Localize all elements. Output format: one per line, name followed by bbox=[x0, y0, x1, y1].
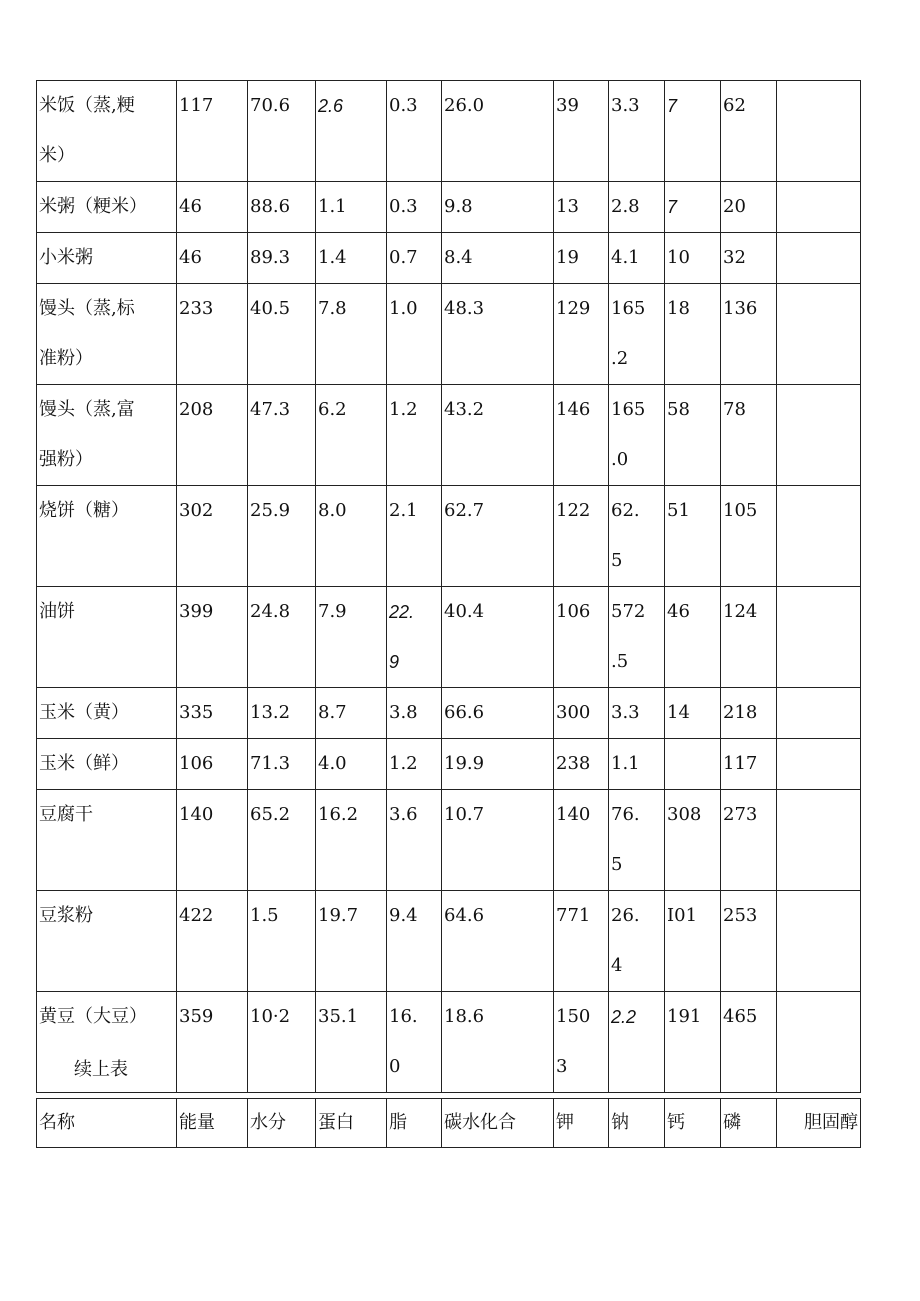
food-name-text: 油饼 bbox=[39, 601, 75, 622]
value-text: 1.0 bbox=[389, 298, 418, 319]
value-text: .0 bbox=[611, 449, 629, 470]
value-text: 19.7 bbox=[318, 905, 359, 926]
value-text: 140 bbox=[556, 804, 591, 825]
value-cell bbox=[721, 891, 777, 992]
value-cell bbox=[177, 81, 248, 182]
value-text: 0.3 bbox=[389, 196, 418, 217]
value-cell bbox=[609, 486, 665, 587]
food-name-text: 烧饼（糖） bbox=[39, 500, 129, 521]
value-cell bbox=[177, 182, 248, 233]
value-text: 19 bbox=[556, 247, 579, 268]
value-cell bbox=[442, 486, 554, 587]
value-cell bbox=[554, 790, 609, 891]
value-text: 2.8 bbox=[611, 196, 640, 217]
value-text: 302 bbox=[179, 500, 214, 521]
value-text: .2 bbox=[611, 348, 629, 369]
value-cell bbox=[177, 587, 248, 688]
table-row bbox=[37, 486, 861, 587]
value-text: 8.7 bbox=[318, 702, 347, 723]
value-text: 233 bbox=[179, 298, 214, 319]
value-text: 7.8 bbox=[318, 298, 347, 319]
value-cell bbox=[442, 739, 554, 790]
value-text: 124 bbox=[723, 601, 758, 622]
value-cell bbox=[248, 486, 316, 587]
value-text: 117 bbox=[179, 95, 214, 116]
table-row bbox=[37, 385, 861, 486]
value-text: 1.5 bbox=[250, 905, 279, 926]
header-cell: 磷 bbox=[721, 1099, 777, 1148]
value-cell bbox=[387, 739, 442, 790]
food-name-cell bbox=[37, 790, 177, 891]
value-cell bbox=[609, 688, 665, 739]
food-name-text: 强粉） bbox=[39, 449, 93, 470]
value-cell bbox=[554, 81, 609, 182]
value-text: 335 bbox=[179, 702, 214, 723]
value-text: 1.2 bbox=[389, 399, 418, 420]
value-cell bbox=[248, 790, 316, 891]
value-text: 70.6 bbox=[250, 95, 291, 116]
value-text: 1.1 bbox=[611, 753, 640, 774]
value-cell bbox=[387, 891, 442, 992]
value-cell bbox=[554, 385, 609, 486]
value-text: 0.7 bbox=[389, 247, 418, 268]
value-cell bbox=[442, 81, 554, 182]
value-text: 2.6 bbox=[318, 96, 344, 116]
value-cell bbox=[721, 587, 777, 688]
value-text: 48.3 bbox=[444, 298, 485, 319]
value-cell bbox=[442, 284, 554, 385]
value-text: 5 bbox=[611, 550, 623, 571]
value-cell bbox=[554, 233, 609, 284]
value-text: 16. bbox=[389, 1006, 418, 1027]
food-name-text: 米饭（蒸,粳 bbox=[39, 95, 135, 116]
value-cell bbox=[248, 233, 316, 284]
value-text: 3 bbox=[556, 1056, 568, 1077]
value-cell bbox=[442, 233, 554, 284]
value-text: 4 bbox=[611, 955, 623, 976]
value-text: 46 bbox=[179, 196, 202, 217]
value-cell bbox=[177, 891, 248, 992]
header-cell: 名称 bbox=[37, 1099, 177, 1148]
value-cell bbox=[316, 992, 387, 1093]
value-text: 122 bbox=[556, 500, 591, 521]
value-cell bbox=[609, 891, 665, 992]
value-text: 2.2 bbox=[611, 1007, 637, 1027]
value-text: 46 bbox=[667, 601, 690, 622]
value-text: I01 bbox=[667, 905, 698, 926]
value-text: 62 bbox=[723, 95, 746, 116]
value-cell bbox=[609, 992, 665, 1093]
header-cell: 脂 bbox=[387, 1099, 442, 1148]
value-text: 58 bbox=[667, 399, 690, 420]
value-cell bbox=[316, 486, 387, 587]
value-cell bbox=[609, 385, 665, 486]
value-cell bbox=[248, 587, 316, 688]
value-cell bbox=[721, 284, 777, 385]
value-cell bbox=[609, 182, 665, 233]
value-cell bbox=[316, 284, 387, 385]
value-cell bbox=[248, 739, 316, 790]
value-cell bbox=[387, 992, 442, 1093]
value-text: 208 bbox=[179, 399, 214, 420]
header-cell: 水分 bbox=[248, 1099, 316, 1148]
value-cell bbox=[777, 891, 861, 992]
value-cell bbox=[316, 81, 387, 182]
value-cell bbox=[609, 233, 665, 284]
value-text: 191 bbox=[667, 1006, 702, 1027]
value-cell bbox=[316, 891, 387, 992]
value-text: 3.6 bbox=[389, 804, 418, 825]
value-text: 572 bbox=[611, 601, 646, 622]
value-text: 7 bbox=[667, 96, 678, 116]
value-cell bbox=[665, 486, 721, 587]
value-cell bbox=[721, 739, 777, 790]
header-cell: 碳水化合 bbox=[442, 1099, 554, 1148]
header-cell: 钾 bbox=[554, 1099, 609, 1148]
value-cell bbox=[387, 790, 442, 891]
value-text: 6.2 bbox=[318, 399, 347, 420]
value-text: 10 bbox=[667, 247, 690, 268]
value-cell bbox=[777, 81, 861, 182]
value-text: 24.8 bbox=[250, 601, 291, 622]
table-row bbox=[37, 739, 861, 790]
value-cell bbox=[387, 81, 442, 182]
value-text: 47.3 bbox=[250, 399, 291, 420]
value-cell bbox=[248, 81, 316, 182]
value-text: 16.2 bbox=[318, 804, 359, 825]
value-text: 78 bbox=[723, 399, 746, 420]
value-text: 66.6 bbox=[444, 702, 485, 723]
value-cell bbox=[665, 739, 721, 790]
header-cell: 蛋白 bbox=[316, 1099, 387, 1148]
value-text: 40.4 bbox=[444, 601, 485, 622]
table-row bbox=[37, 284, 861, 385]
value-cell bbox=[554, 486, 609, 587]
value-text: 13.2 bbox=[250, 702, 291, 723]
value-cell bbox=[177, 486, 248, 587]
header-row bbox=[37, 1099, 861, 1148]
value-cell bbox=[777, 688, 861, 739]
value-text: 3.3 bbox=[611, 702, 640, 723]
food-name-cell bbox=[37, 486, 177, 587]
header-table bbox=[36, 1098, 861, 1148]
value-cell bbox=[777, 233, 861, 284]
value-cell bbox=[316, 739, 387, 790]
value-text: 8.4 bbox=[444, 247, 473, 268]
nutrition-table bbox=[36, 80, 861, 1093]
value-cell bbox=[177, 992, 248, 1093]
value-text: 20 bbox=[723, 196, 746, 217]
value-text: 7 bbox=[667, 197, 678, 217]
value-cell bbox=[177, 790, 248, 891]
value-cell bbox=[665, 81, 721, 182]
value-text: 88.6 bbox=[250, 196, 291, 217]
value-text: 18 bbox=[667, 298, 690, 319]
value-cell bbox=[665, 790, 721, 891]
value-text: 0 bbox=[389, 1056, 401, 1077]
value-text: 39 bbox=[556, 95, 579, 116]
value-text: 106 bbox=[556, 601, 591, 622]
value-cell bbox=[177, 385, 248, 486]
table-row bbox=[37, 790, 861, 891]
value-cell bbox=[721, 182, 777, 233]
value-text: 18.6 bbox=[444, 1006, 485, 1027]
value-cell bbox=[609, 587, 665, 688]
value-cell bbox=[387, 486, 442, 587]
value-cell bbox=[609, 790, 665, 891]
value-cell bbox=[248, 182, 316, 233]
value-text: 26.0 bbox=[444, 95, 485, 116]
value-cell bbox=[665, 891, 721, 992]
value-cell bbox=[177, 688, 248, 739]
value-text: 71.3 bbox=[250, 753, 291, 774]
value-cell bbox=[177, 739, 248, 790]
value-text: 1.1 bbox=[318, 196, 347, 217]
header-cell: 钙 bbox=[665, 1099, 721, 1148]
header-cell: 钠 bbox=[609, 1099, 665, 1148]
value-text: 35.1 bbox=[318, 1006, 359, 1027]
value-text: 14 bbox=[667, 702, 690, 723]
value-cell bbox=[442, 992, 554, 1093]
table-row bbox=[37, 233, 861, 284]
value-cell bbox=[442, 688, 554, 739]
value-text: 19.9 bbox=[444, 753, 485, 774]
value-cell bbox=[777, 587, 861, 688]
value-text: 22. bbox=[389, 602, 415, 622]
value-cell bbox=[777, 284, 861, 385]
value-cell bbox=[721, 992, 777, 1093]
value-text: 129 bbox=[556, 298, 591, 319]
value-text: 359 bbox=[179, 1006, 214, 1027]
value-text: 7.9 bbox=[318, 601, 347, 622]
value-cell bbox=[387, 284, 442, 385]
value-cell bbox=[609, 81, 665, 182]
value-cell bbox=[248, 992, 316, 1093]
table-row bbox=[37, 688, 861, 739]
value-cell bbox=[665, 992, 721, 1093]
value-cell bbox=[248, 688, 316, 739]
value-cell bbox=[442, 587, 554, 688]
value-text: 62.7 bbox=[444, 500, 485, 521]
header-cell: 胆固醇 bbox=[777, 1099, 861, 1148]
food-name-text: 黄豆（大豆） bbox=[39, 1006, 147, 1027]
value-cell bbox=[777, 486, 861, 587]
value-text: 165 bbox=[611, 298, 646, 319]
value-text: 218 bbox=[723, 702, 758, 723]
value-cell bbox=[721, 81, 777, 182]
value-cell bbox=[665, 385, 721, 486]
value-text: .5 bbox=[611, 651, 629, 672]
value-text: 4.0 bbox=[318, 753, 347, 774]
value-cell bbox=[554, 739, 609, 790]
value-text: 5 bbox=[611, 854, 623, 875]
value-text: 43.2 bbox=[444, 399, 485, 420]
value-cell bbox=[387, 385, 442, 486]
value-cell bbox=[554, 182, 609, 233]
food-name-text: 准粉） bbox=[39, 348, 93, 369]
value-text: 1.4 bbox=[318, 247, 347, 268]
food-name-cell bbox=[37, 587, 177, 688]
food-name-text: 米粥（粳米） bbox=[39, 196, 147, 217]
value-text: 40.5 bbox=[250, 298, 291, 319]
value-cell bbox=[316, 385, 387, 486]
value-cell bbox=[721, 790, 777, 891]
food-name-cell bbox=[37, 284, 177, 385]
value-cell bbox=[387, 182, 442, 233]
value-text: 399 bbox=[179, 601, 214, 622]
value-text: 25.9 bbox=[250, 500, 291, 521]
value-cell bbox=[316, 233, 387, 284]
food-name-cell bbox=[37, 81, 177, 182]
value-text: 422 bbox=[179, 905, 214, 926]
value-cell bbox=[777, 385, 861, 486]
value-cell bbox=[316, 587, 387, 688]
value-text: 165 bbox=[611, 399, 646, 420]
value-cell bbox=[665, 233, 721, 284]
value-text: 105 bbox=[723, 500, 758, 521]
value-text: 3.3 bbox=[611, 95, 640, 116]
food-name-cell bbox=[37, 739, 177, 790]
food-name-text: 玉米（黄） bbox=[39, 702, 129, 723]
value-text: 9 bbox=[389, 652, 400, 672]
value-cell bbox=[554, 891, 609, 992]
value-text: 1.2 bbox=[389, 753, 418, 774]
value-cell bbox=[442, 790, 554, 891]
value-text: 13 bbox=[556, 196, 579, 217]
food-name-cell bbox=[37, 688, 177, 739]
table-row bbox=[37, 891, 861, 992]
value-text: 62. bbox=[611, 500, 640, 521]
food-name-text: 豆浆粉 bbox=[39, 905, 93, 926]
value-cell bbox=[554, 992, 609, 1093]
table-row bbox=[37, 587, 861, 688]
food-name-cell bbox=[37, 385, 177, 486]
value-cell bbox=[316, 790, 387, 891]
value-text: 771 bbox=[556, 905, 591, 926]
value-text: 0.3 bbox=[389, 95, 418, 116]
food-name-cell bbox=[37, 891, 177, 992]
food-name-text: 豆腐干 bbox=[39, 804, 93, 825]
value-cell bbox=[554, 284, 609, 385]
value-text: 253 bbox=[723, 905, 758, 926]
value-cell bbox=[721, 486, 777, 587]
value-text: 46 bbox=[179, 247, 202, 268]
value-text: 2.1 bbox=[389, 500, 418, 521]
value-text: 238 bbox=[556, 753, 591, 774]
food-name-text: 小米粥 bbox=[39, 247, 93, 268]
value-cell bbox=[777, 182, 861, 233]
food-name-cell bbox=[37, 233, 177, 284]
food-name-text: 馒头（蒸,富 bbox=[39, 399, 135, 420]
value-text: 273 bbox=[723, 804, 758, 825]
header-cell: 能量 bbox=[177, 1099, 248, 1148]
value-cell bbox=[248, 284, 316, 385]
table-row bbox=[37, 81, 861, 182]
value-cell bbox=[777, 739, 861, 790]
value-cell bbox=[387, 233, 442, 284]
value-text: 10.7 bbox=[444, 804, 485, 825]
value-cell bbox=[665, 587, 721, 688]
food-name-cell bbox=[37, 182, 177, 233]
value-cell bbox=[665, 182, 721, 233]
value-text: 3.8 bbox=[389, 702, 418, 723]
value-cell bbox=[609, 284, 665, 385]
value-cell bbox=[665, 284, 721, 385]
value-text: 64.6 bbox=[444, 905, 485, 926]
value-cell bbox=[442, 182, 554, 233]
value-text: 32 bbox=[723, 247, 746, 268]
value-cell bbox=[442, 385, 554, 486]
food-name-text: 馒头（蒸,标 bbox=[39, 298, 135, 319]
value-text: 106 bbox=[179, 753, 214, 774]
value-text: 51 bbox=[667, 500, 690, 521]
value-cell bbox=[721, 688, 777, 739]
value-cell bbox=[721, 233, 777, 284]
value-text: 76. bbox=[611, 804, 640, 825]
continued-label: 续上表 bbox=[74, 1059, 128, 1080]
value-cell bbox=[721, 385, 777, 486]
food-name-text: 米） bbox=[39, 145, 75, 166]
value-text: 26. bbox=[611, 905, 640, 926]
table-row bbox=[37, 182, 861, 233]
value-text: 140 bbox=[179, 804, 214, 825]
value-text: 150 bbox=[556, 1006, 591, 1027]
value-text: 89.3 bbox=[250, 247, 291, 268]
value-cell bbox=[554, 587, 609, 688]
value-cell bbox=[177, 284, 248, 385]
value-cell bbox=[177, 233, 248, 284]
food-name-text: 玉米（鲜） bbox=[39, 753, 129, 774]
value-text: 65.2 bbox=[250, 804, 291, 825]
table-row bbox=[37, 992, 861, 1093]
value-cell bbox=[248, 891, 316, 992]
value-cell bbox=[554, 688, 609, 739]
value-cell bbox=[665, 688, 721, 739]
value-text: 4.1 bbox=[611, 247, 640, 268]
value-cell bbox=[442, 891, 554, 992]
value-cell bbox=[777, 790, 861, 891]
value-text: 9.4 bbox=[389, 905, 418, 926]
value-cell bbox=[387, 587, 442, 688]
value-text: 117 bbox=[723, 753, 758, 774]
value-text: 10·2 bbox=[250, 1006, 291, 1027]
value-cell bbox=[387, 688, 442, 739]
value-cell bbox=[609, 739, 665, 790]
value-cell bbox=[777, 992, 861, 1093]
value-cell bbox=[316, 688, 387, 739]
value-cell bbox=[316, 182, 387, 233]
value-text: 465 bbox=[723, 1006, 758, 1027]
value-text: 146 bbox=[556, 399, 591, 420]
value-text: 9.8 bbox=[444, 196, 473, 217]
value-text: 300 bbox=[556, 702, 591, 723]
value-cell bbox=[248, 385, 316, 486]
value-text: 8.0 bbox=[318, 500, 347, 521]
value-text: 308 bbox=[667, 804, 702, 825]
value-text: 136 bbox=[723, 298, 758, 319]
